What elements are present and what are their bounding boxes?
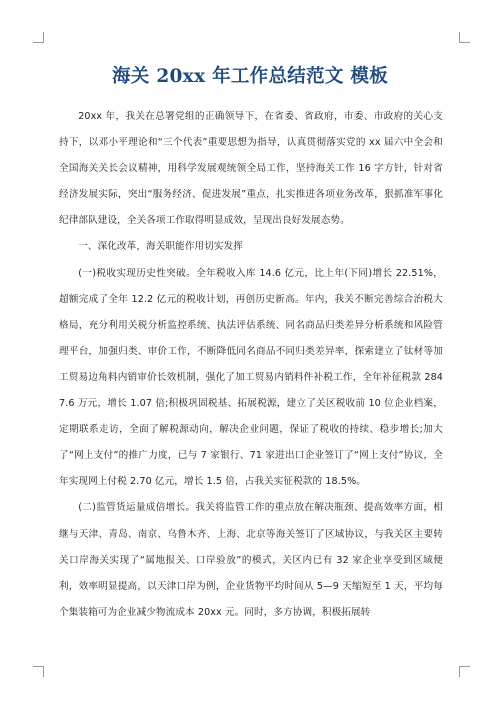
crop-mark-top-right <box>459 32 470 43</box>
paragraph-tax-revenue: (一)税收实现历史性突破。全年税收入库 14.6 亿元，比上年(下同)增长 22.51%，超额完成了全年 12.2 亿元的税收计划，再创历史新高。年内，我关不断完善综合治税大格局，充分利用关税分析监控系统、执法评估系统、同名商品归类差异分析系统和风险管理平台，加强归类、审价工作，不断降低同名商品不同归类差异率，探索建立了钛材等加工贸易边角料内销审价长效机制，强化了加工贸易内销料件补税工作，全年补征税款 2847.6 万元，增长 1.07 倍;积极巩固税基、拓展税源，建立了关区税收前 10 位企业档案，定期联系走访，全面了解税源动向，解决企业问题，保证了税收的持续、稳步增长;加大了“网上支付”的推广力度，已与 7 家银行、71 家进出口企业签订了“网上支付”协议，全年实现网上付税 2.70 亿元，增长 1.5 倍，占我关实征税款的 18.5%。 <box>59 267 443 488</box>
crop-mark-top-left <box>33 32 44 43</box>
crop-mark-bottom-left <box>33 666 44 677</box>
section-heading: 一、深化改革，海关职能作用切实发挥 <box>78 241 243 253</box>
document-title: 海关 20xx 年工作总结范文 模板 <box>111 66 389 87</box>
document-body <box>59 104 443 626</box>
crop-mark-bottom-right <box>459 666 470 677</box>
paragraph-intro: 20xx 年，我关在总署党组的正确领导下，在省委、省政府，市委、市政府的关心支持下，以邓小平理论和“三个代表”重要思想为指导，认真贯彻落实党的 xx 届六中全会和全国海关关长会议精神，用科学发展观统领全局工作，坚持海关工作 16 字方针，针对省经济发展实际，突出“服务经济、促进发展”重点，扎实推进各项业务改革，狠抓准军事化纪律部队建设，全关各项工作取得明显成效，呈现出良好发展态势。 <box>59 111 443 227</box>
paragraph-cargo-supervision: (二)监管货运量成倍增长。我关将监管工作的重点放在解决瓶颈、提高效率方面，相继与天津、青岛、南京、乌鲁木齐、上海、北京等海关签订了区域协议，与我关区主要转关口岸海关实现了“属地报关、口岸验放”的模式，关区内已有 32 家企业享受到区域便利，效率明显提高，以天津口岸为例，企业货物平均时间从 5—9 天缩短至 1 天，平均每个集装箱可为企业减少物流成本 20xx 元。同时，多方协调，积极拓展转 <box>59 502 443 618</box>
